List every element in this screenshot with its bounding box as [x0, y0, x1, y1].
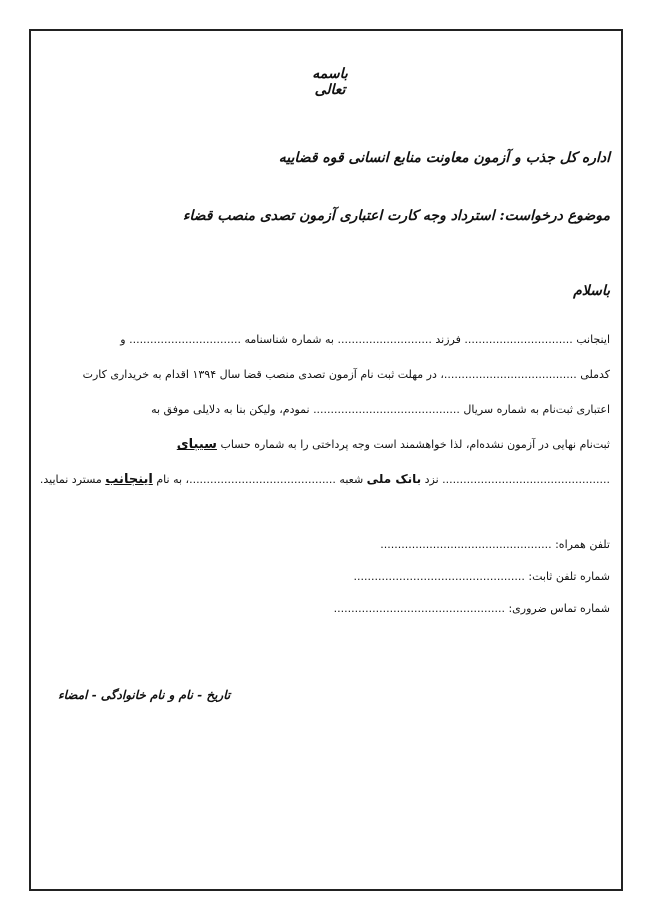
- mobile-field: تلفن همراه: .................................................: [380, 538, 610, 551]
- landline-field: شماره تلفن ثابت: .................................................: [353, 570, 610, 583]
- body-line-4: [58, 427, 610, 462]
- addressee-line: اداره کل جذب و آزمون معاونت منابع انسانی قوه قضاییه: [278, 150, 610, 166]
- bank-name: بانک ملی: [366, 472, 422, 486]
- body-line-3: اعتباری ثبت‌نام به شماره سریال .......................................... نمودم، ولیکن بنا به دلایلی موفق به: [151, 403, 610, 416]
- contact-block: [334, 538, 610, 634]
- invocation-heading: باسمه تعالی: [312, 66, 348, 98]
- subject-line: موضوع درخواست: استرداد وجه کارت اعتباری آزمون تصدی منصب قضاء: [182, 208, 610, 224]
- account-type-emphasis: سیبای: [176, 437, 217, 452]
- body-line-1: اینجانب ............................... فرزند ........................... به شماره شناسنامه ................................ و: [120, 333, 610, 346]
- letter-body: [39, 322, 610, 497]
- emergency-contact-field: شماره تماس ضروری: .................................................: [333, 602, 610, 615]
- body-line-4-text: ثبت‌نام نهایی در آزمون نشده‌ام، لذا خواهشمند است وجه پرداختی را به شماره حساب: [220, 438, 610, 451]
- salutation: باسلام: [573, 283, 610, 299]
- body-line-5-part2: شعبه ..........................................، به نام: [156, 473, 364, 486]
- body-line-5-part1: ................................................ نزد: [424, 473, 610, 486]
- body-line-2: کدملی ......................................، در مهلت ثبت نام آزمون تصدی منصب قضا سال ۱۳۹۴ اقدام به خریداری کارت: [82, 368, 610, 381]
- owner-emphasis: اینجانب: [105, 472, 153, 487]
- body-line-5: [39, 462, 610, 497]
- signature-line: تاریخ - نام و نام خانوادگی - امضاء: [58, 688, 231, 702]
- body-line-5-part3: مسترد نمایید.: [39, 473, 102, 486]
